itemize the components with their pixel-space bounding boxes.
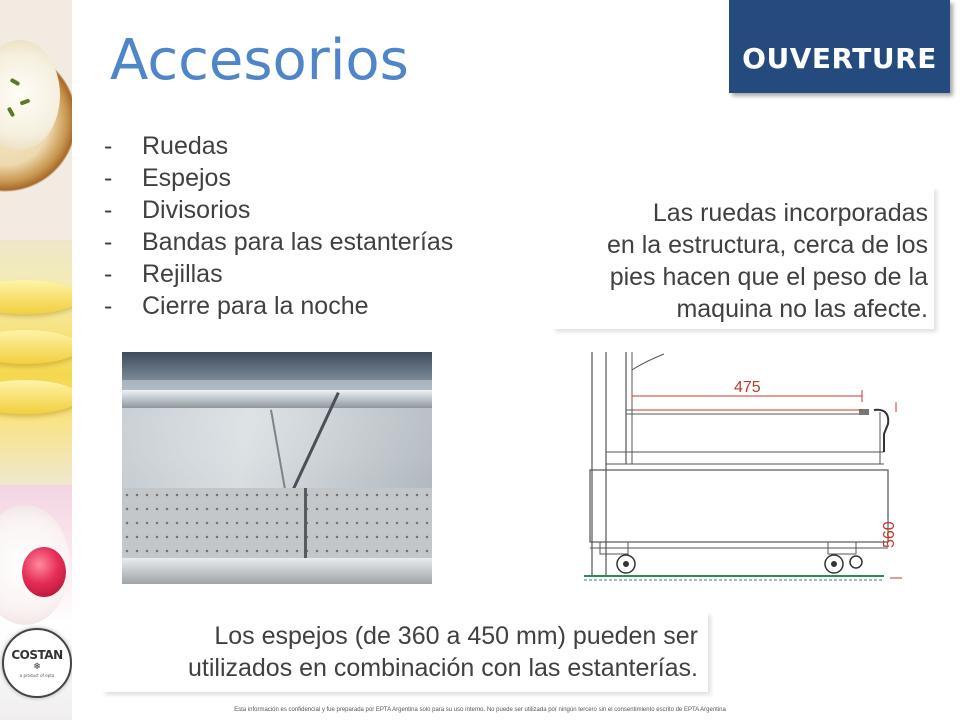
callout-line: Los espejos (de 360 a 450 mm) pueden ser — [214, 622, 698, 650]
logo-tagline: a product of epta — [19, 673, 55, 678]
perforated-back-panel — [122, 488, 432, 558]
decorative-side-strip — [0, 0, 72, 720]
bullet-dash: - — [104, 292, 113, 320]
list-item — [104, 162, 453, 194]
costan-logo — [2, 628, 72, 698]
list-item — [104, 258, 453, 290]
cream-spread — [0, 40, 60, 150]
display-case-photo — [122, 352, 432, 584]
upper-rail — [122, 390, 432, 408]
bullet-dash: - — [104, 132, 113, 160]
callout-line: en la estructura, cerca de los — [607, 231, 928, 259]
wheels-technical-drawing — [584, 352, 904, 582]
butter-rolls-image — [0, 240, 72, 485]
list-item-label: Rejillas — [142, 260, 223, 288]
list-item-label: Cierre para la noche — [142, 292, 369, 320]
mirrors-callout — [102, 612, 708, 692]
raspberry — [22, 547, 66, 597]
list-item-label: Bandas para las estanterías — [142, 228, 454, 256]
badge-label: OUVERTURE — [742, 42, 937, 75]
butter-roll — [0, 330, 72, 364]
list-item — [104, 194, 453, 226]
list-item-label: Ruedas — [142, 132, 229, 160]
shelf — [122, 558, 432, 584]
drawing-svg — [584, 352, 904, 582]
callout-line: Las ruedas incorporadas — [652, 199, 928, 227]
canopy — [122, 352, 432, 380]
bullet-dash: - — [104, 228, 113, 256]
list-item — [104, 130, 453, 162]
list-item — [104, 226, 453, 258]
bullet-dash: - — [104, 260, 113, 288]
bullet-dash: - — [104, 196, 113, 224]
butter-roll — [0, 280, 72, 314]
accessories-list — [104, 130, 453, 322]
dimension-height-label: 560 — [881, 521, 898, 548]
list-item-label: Divisorios — [142, 196, 251, 224]
butter-roll — [0, 380, 72, 414]
bread-cheese-image — [0, 0, 72, 240]
snowflake-icon: ❄ — [33, 662, 41, 672]
confidentiality-footer: Esta información es confidencial y fue preparada por EPTA Argentina solo para su uso interno. No puede ser utilizada por ningún tercero sin el consentimiento escrito de EPTA Argentina — [234, 707, 726, 713]
dimension-width-label: 475 — [734, 379, 761, 396]
mirrors-callout-text — [102, 612, 708, 684]
brand-badge — [729, 0, 950, 93]
callout-line: maquina no las afecte. — [676, 295, 928, 323]
bullet-dash: - — [104, 164, 113, 192]
page-title: Accesorios — [110, 28, 409, 93]
wheels-callout-text — [552, 187, 934, 325]
callout-line: utilizados en combinación con las estanterías. — [187, 654, 698, 682]
list-item-label: Espejos — [142, 164, 231, 192]
wheels-callout — [552, 187, 934, 329]
callout-line: pies hacen que el peso de la — [609, 263, 928, 291]
logo-brand: COSTAN — [11, 648, 63, 662]
list-item — [104, 290, 453, 322]
